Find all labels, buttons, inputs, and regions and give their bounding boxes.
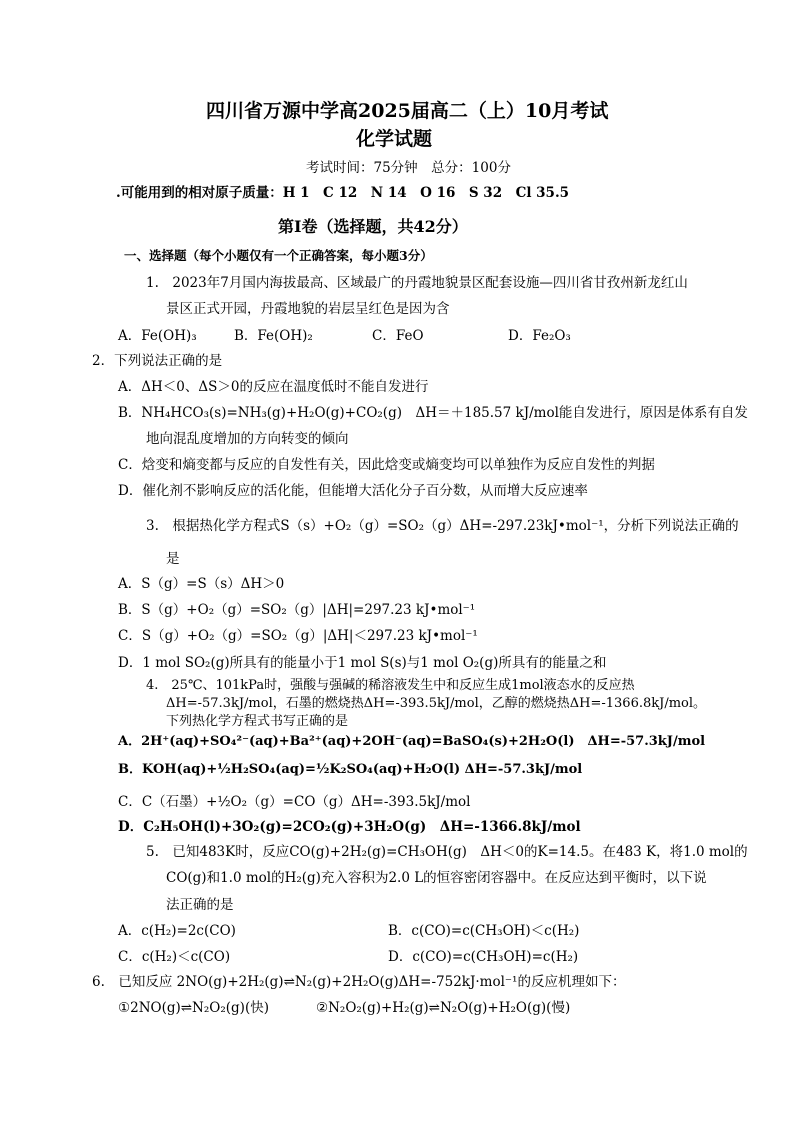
exam-info: 考试时间：75分钟 总分：100分 bbox=[306, 160, 511, 176]
q3-option-a: A．S（g）=S（s）ΔH＞0 bbox=[118, 576, 285, 592]
q4-option-c: C．C（石墨）+½O₂（g）=CO（g）ΔH=-393.5kJ/mol bbox=[118, 794, 471, 810]
section-heading: 一、选择题（每个小题仅有一个正确答案，每小题3分） bbox=[124, 248, 433, 263]
q4-stem-cont: ΔH=-57.3kJ/mol，石墨的燃烧热ΔH=-393.5kJ/mol，乙醇的燃烧热ΔH=-1366.8kJ/mol。 bbox=[166, 696, 707, 711]
q6-step-2: ②N₂O₂(g)+H₂(g)⇌N₂O(g)+H₂O(g)(慢) bbox=[316, 1000, 571, 1016]
q3-option-d: D．1 mol SO₂(g)所具有的能量小于1 mol S(s)与1 mol O₂(g)所具有的能量之和 bbox=[118, 655, 607, 671]
q5-option-c: C．c(H₂)＜c(CO) bbox=[118, 949, 231, 965]
page-subtitle: 化学试题 bbox=[356, 128, 433, 150]
q1-stem-cont: 景区正式开园，丹霞地貌的岩层呈红色是因为含 bbox=[166, 301, 450, 317]
q3-option-b: B．S（g）+O₂（g）=SO₂（g）|ΔH|=297.23 kJ•mol⁻¹ bbox=[118, 602, 476, 618]
q2-stem: 2．下列说法正确的是 bbox=[92, 353, 223, 369]
q3-option-c: C．S（g）+O₂（g）=SO₂（g）|ΔH|＜297.23 kJ•mol⁻¹ bbox=[118, 628, 478, 644]
page-title: 四川省万源中学高2025届高二（上）10月考试 bbox=[206, 100, 609, 122]
q2-option-c: C．焓变和熵变都与反应的自发性有关，因此焓变或熵变均可以单独作为反应自发性的判据 bbox=[118, 457, 655, 473]
q1-stem: 1. 2023年7月国内海拔最高、区域最广的丹霞地貌景区配套设施—四川省甘孜州新龙红山 bbox=[146, 275, 688, 291]
q1-option-c: C．FeO bbox=[372, 328, 424, 344]
q4-option-d: D．C₂H₅OH(l)+3O₂(g)=2CO₂(g)+3H₂O(g) ΔH=-1366.8kJ/mol bbox=[118, 819, 581, 835]
q5-stem-cont: CO(g)和1.0 mol的H₂(g)充入容积为2.0 L的恒容密闭容器中。在反应达到平衡时，以下说 bbox=[166, 870, 707, 886]
q4-option-a: A．2H⁺(aq)+SO₄²⁻(aq)+Ba²⁺(aq)+2OH⁻(aq)=BaSO₄(s)+2H₂O(l) ΔH=-57.3kJ/mol bbox=[118, 734, 706, 749]
q5-option-d: D．c(CO)=c(CH₃OH)=c(H₂) bbox=[388, 949, 579, 965]
q4-option-b: B．KOH(aq)+½H₂SO₄(aq)=½K₂SO₄(aq)+H₂O(l) ΔH=-57.3kJ/mol bbox=[118, 762, 583, 777]
q3-stem: 3. 根据热化学方程式S（s）+O₂（g）=SO₂（g）ΔH=-297.23kJ•mol⁻¹，分析下列说法正确的 bbox=[146, 518, 739, 534]
q5-stem-cont2: 法正确的是 bbox=[166, 897, 234, 913]
q1-option-b: B．Fe(OH)₂ bbox=[234, 328, 313, 344]
q4-stem-cont2: 下列热化学方程式书写正确的是 bbox=[166, 714, 349, 729]
q3-stem-cont: 是 bbox=[166, 551, 180, 567]
q1-option-a: A．Fe(OH)₃ bbox=[118, 328, 197, 344]
q5-option-b: B．c(CO)=c(CH₃OH)＜c(H₂) bbox=[388, 923, 580, 939]
q6-stem: 6. 已知反应 2NO(g)+2H₂(g)⇌N₂(g)+2H₂O(g)ΔH=-752kJ·mol⁻¹的反应机理如下： bbox=[92, 974, 626, 990]
q2-option-d: D．催化剂不影响反应的活化能，但能增大活化分子百分数，从而增大反应速率 bbox=[118, 483, 588, 499]
q1-option-d: D．Fe₂O₃ bbox=[508, 328, 571, 344]
q2-option-b-cont: 地向混乱度增加的方向转变的倾向 bbox=[146, 431, 349, 447]
q6-step-1: ①2NO(g)⇌N₂O₂(g)(快) bbox=[118, 1000, 269, 1016]
q2-option-b: B．NH₄HCO₃(s)=NH₃(g)+H₂O(g)+CO₂(g) ΔH＝＋185.57 kJ/mol能自发进行，原因是体系有自发 bbox=[118, 405, 748, 421]
part1-heading: 第Ⅰ卷（选择题，共42分） bbox=[278, 217, 468, 236]
q5-option-a: A．c(H₂)=2c(CO) bbox=[118, 923, 236, 939]
atomic-masses: .可能用到的相对原子质量：H 1 C 12 N 14 O 16 S 32 Cl 35.5 bbox=[116, 185, 570, 201]
q2-option-a: A．ΔH＜0、ΔS＞0的反应在温度低时不能自发进行 bbox=[118, 379, 429, 395]
q4-stem: 4. 25℃、101kPa时，强酸与强碱的稀溶液发生中和反应生成1mol液态水的反应热 bbox=[146, 678, 635, 693]
q5-stem: 5. 已知483K时，反应CO(g)+2H₂(g)=CH₃OH(g) ΔH＜0的K=14.5。在483 K，将1.0 mol的 bbox=[146, 844, 748, 860]
